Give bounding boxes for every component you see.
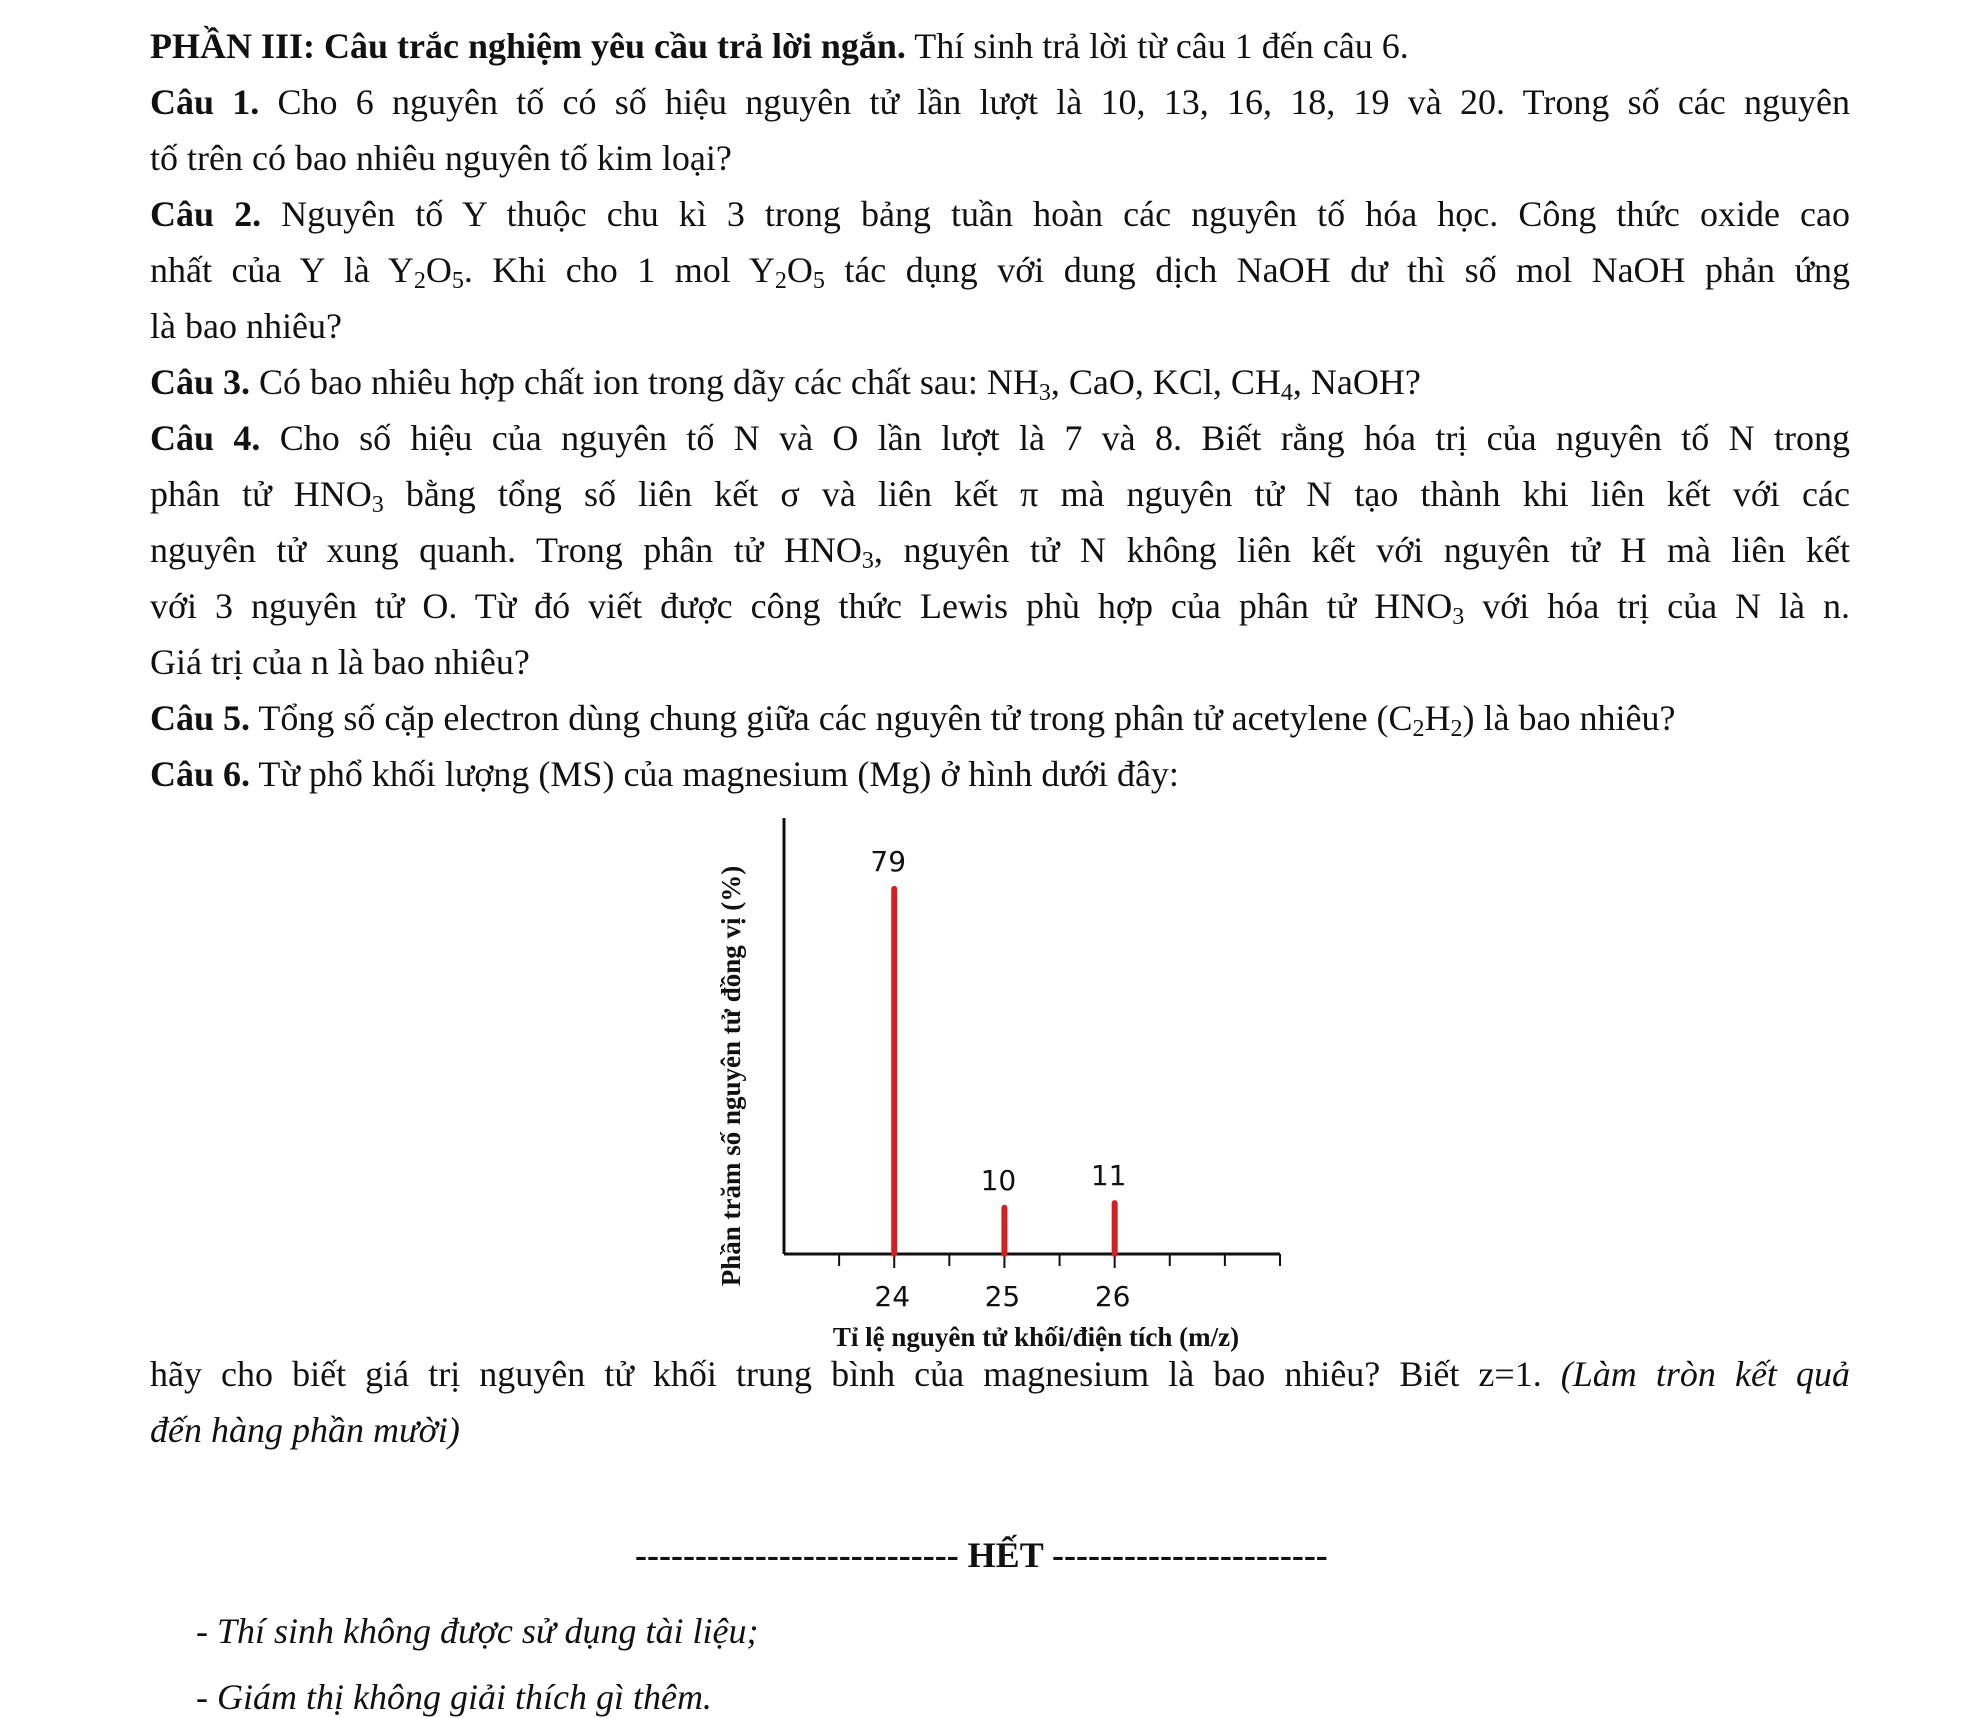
q5-sub2: 2	[1450, 716, 1463, 742]
q6-rounding-note-b: đến hàng phần mười)	[150, 1410, 460, 1450]
q5-label: Câu 5.	[150, 698, 251, 738]
q2-text1: Nguyên tố Y thuộc chu kì 3 trong bảng tuần hoàn các nguyên tố hóa học. Công thức oxide cao	[261, 194, 1850, 234]
q4-sub3: 3	[1452, 604, 1465, 630]
q4-text3b: , nguyên tử N không liên kết với nguyên tử H mà liên kết	[873, 530, 1850, 570]
q2-label: Câu 2.	[150, 194, 262, 234]
q3-text-b: , CaO, KCl, CH	[1050, 362, 1281, 402]
chart-svg	[700, 810, 1300, 1350]
q4-line2	[150, 466, 1850, 522]
q6-label: Câu 6.	[150, 754, 251, 794]
q4-label: Câu 4.	[150, 418, 261, 458]
q2-line3	[150, 298, 1850, 354]
q4-line1	[150, 410, 1850, 466]
q2-text2e: tác dụng với dung dịch NaOH dư thì số mol NaOH phản ứng	[824, 250, 1850, 290]
x-tick-label-24: 24	[874, 1280, 911, 1313]
q5-text-a: Tổng số cặp electron dùng chung giữa các nguyên tử trong phân tử acetylene (C	[250, 698, 1413, 738]
q2-sub3: 2	[774, 268, 787, 294]
data-label-25: 10	[980, 1163, 1017, 1197]
q6-after-line1	[150, 1346, 1850, 1402]
q4-text4b: với hóa trị của N là n.	[1464, 586, 1850, 626]
q2-text3: là bao nhiêu?	[150, 306, 342, 346]
x-tick-label-26: 26	[1094, 1280, 1131, 1313]
q5-sub1: 2	[1412, 716, 1425, 742]
q4-line3	[150, 522, 1850, 578]
q4-line4	[150, 578, 1850, 634]
q2-sub4: 5	[812, 268, 825, 294]
exam-page	[150, 18, 1850, 802]
mass-spectrum-chart	[700, 810, 1300, 1350]
q3-label: Câu 3.	[150, 362, 251, 402]
q4-text5: Giá trị của n là bao nhiêu?	[150, 642, 530, 682]
q4-text1: Cho số hiệu của nguyên tố N và O lần lượt là 7 và 8. Biết rằng hóa trị của nguyên tố N trong	[260, 418, 1850, 458]
q6-after-text: hãy cho biết giá trị nguyên tử khối trung bình của magnesium là bao nhiêu? Biết z=1.	[150, 1354, 1561, 1394]
footer-note-2: - Giám thị không giải thích gì thêm.	[196, 1677, 712, 1717]
q5-line	[150, 690, 1850, 746]
data-label-24: 79	[870, 844, 907, 878]
q3-line	[150, 354, 1850, 410]
q4-text4a: với 3 nguyên tử O. Từ đó viết được công thức Lewis phù hợp của phân tử HNO	[150, 586, 1453, 626]
x-axis-label: Tỉ lệ nguyên tử khối/điện tích (m/z)	[832, 1322, 1240, 1352]
q1-text2: tố trên có bao nhiêu nguyên tố kim loại?	[150, 138, 732, 178]
q6-after-line2	[150, 1402, 1850, 1458]
q4-text2b: bằng tổng số liên kết σ và liên kết π mà nguyên tử N tạo thành khi liên kết với các	[383, 474, 1850, 514]
section-instruction: Thí sinh trả lời từ câu 1 đến câu 6.	[905, 26, 1409, 66]
q2-text2c: . Khi cho 1 mol Y	[463, 250, 775, 290]
q2-line2	[150, 242, 1850, 298]
q2-line1	[150, 186, 1850, 242]
q3-text-a: Có bao nhiêu hợp chất ion trong dãy các chất sau: NH	[250, 362, 1039, 402]
q3-text-c: , NaOH?	[1292, 362, 1421, 402]
q3-sub1: 3	[1038, 380, 1051, 406]
q6-continuation	[150, 1346, 1850, 1458]
footer-note-1: - Thí sinh không được sử dụng tài liệu;	[196, 1611, 759, 1651]
q2-text2a: nhất của Y là Y	[150, 250, 414, 290]
q4-text2a: phân tử HNO	[150, 474, 372, 514]
x-tick-label-25: 25	[984, 1280, 1021, 1313]
y-axis-label: Phần trăm số nguyên tử đồng vị (%)	[716, 865, 746, 1287]
section-heading	[150, 18, 1850, 74]
section-title: PHẦN III: Câu trắc nghiệm yêu cầu trả lời ngắn.	[150, 26, 906, 66]
q6-rounding-note-a: (Làm tròn kết quả	[1560, 1354, 1850, 1394]
q2-text2b: O	[425, 250, 452, 290]
q4-sub2: 3	[861, 548, 874, 574]
q1-text1: Cho 6 nguyên tố có số hiệu nguyên tử lần lượt là 10, 13, 16, 18, 19 và 20. Trong số các nguyên	[259, 82, 1850, 122]
end-marker: --------------------------- HẾT -----------------------	[635, 1535, 1328, 1575]
q5-text-c: ) là bao nhiêu?	[1462, 698, 1676, 738]
q4-sub1: 3	[371, 492, 384, 518]
q1-line2	[150, 130, 1850, 186]
q3-sub2: 4	[1280, 380, 1293, 406]
q4-line5	[150, 634, 1850, 690]
q6-line	[150, 746, 1850, 802]
q1-line1	[150, 74, 1850, 130]
q1-label: Câu 1.	[150, 82, 260, 122]
q2-sub1: 2	[413, 268, 426, 294]
q6-text: Từ phổ khối lượng (MS) của magnesium (Mg) ở hình dưới đây:	[250, 754, 1179, 794]
q2-sub2: 5	[451, 268, 464, 294]
q5-text-b: H	[1424, 698, 1451, 738]
data-label-26: 11	[1090, 1159, 1127, 1193]
q2-text2d: O	[786, 250, 813, 290]
q4-text3a: nguyên tử xung quanh. Trong phân tử HNO	[150, 530, 862, 570]
